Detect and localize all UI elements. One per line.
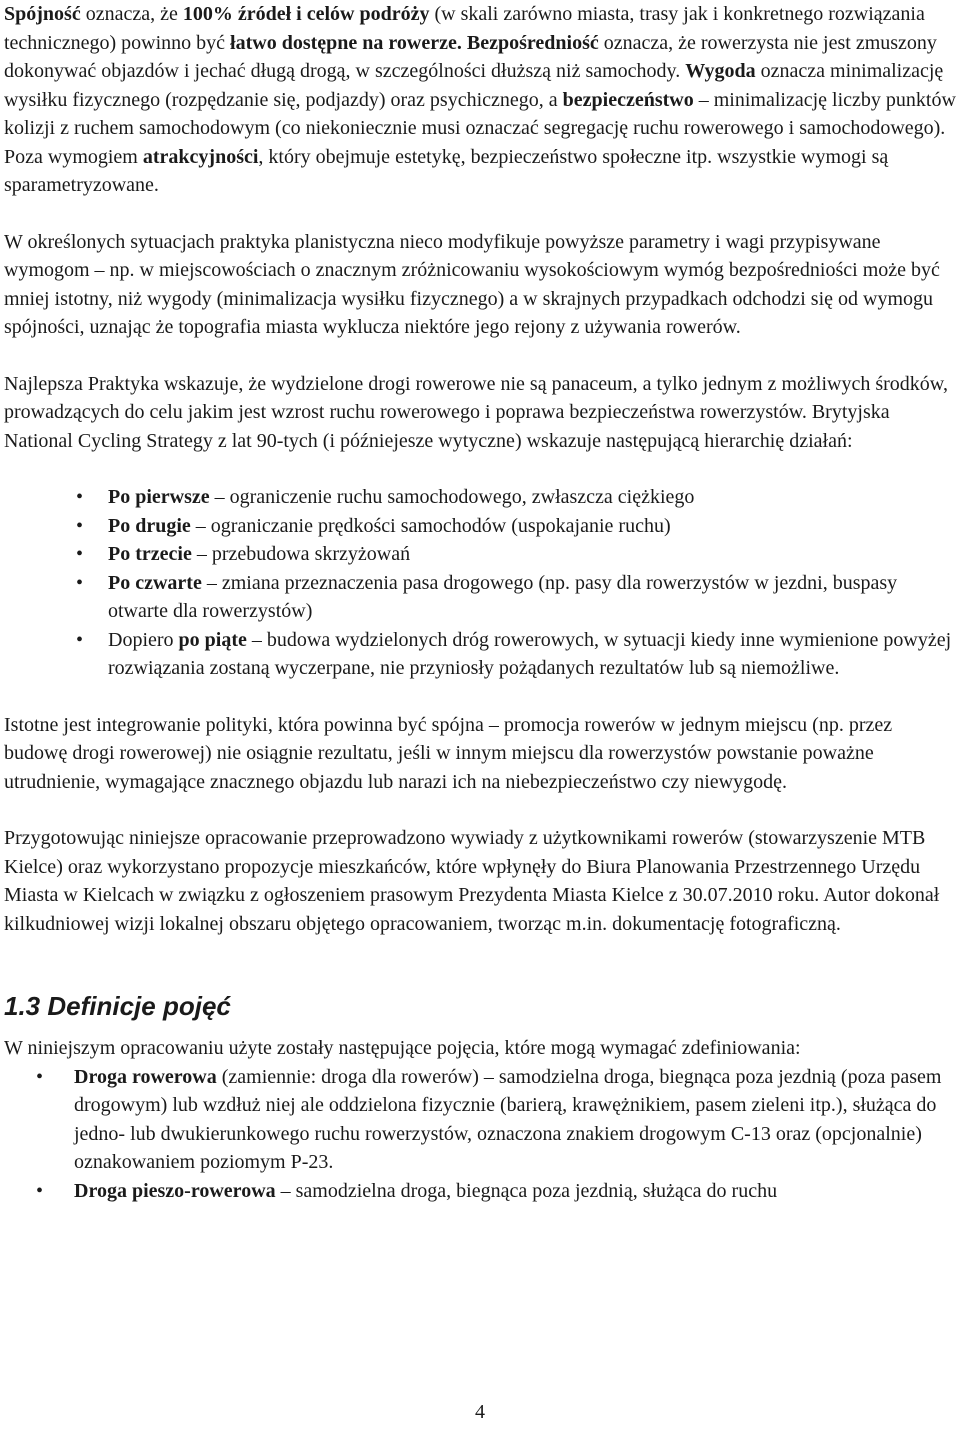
list-item: • Droga pieszo-rowerowa – samodzielna droga, biegnąca poza jezdnią, służąca do ruchu — [4, 1177, 956, 1206]
list-item: • Dopiero po piąte – budowa wydzielonych dróg rowerowych, w sytuacji kiedy inne wymienione powyżej rozwiązania zostaną wyczerpane, nie przyniosły pożądanych rezultatów lub są niemożliwe. — [4, 626, 956, 683]
bullet-icon: • — [36, 1065, 44, 1088]
page-number: 4 — [475, 1401, 485, 1423]
list-item: • Droga rowerowa (zamiennie: droga dla rowerów) – samodzielna droga, biegnąca poza jezdnią (poza pasem drogowym) lub wzdłuż niej ale oddzielona fizycznie (barierą, krawężnikiem, pasem zieleni itp.), służąca do jedno- lub dwukierunkowego ruchu rowerzystów, oznaczona znakiem drogowym C-13 oraz (opcjonalnie) oznakowaniem poziomym P-23. — [4, 1063, 956, 1177]
term-bezpieczenstwo: bezpieczeństwo — [562, 88, 694, 111]
paragraph-principles: Spójność oznacza, że 100% źródeł i celów podróży (w skali zarówno miasta, trasy jak i konkretnego rozwiązania technicznego) powinno być łatwo dostępne na rowerze. Bezpośredniość oznacza, że rowerzysta nie jest zmuszony dokonywać objazdów i jechać długą drogą, w szczególności dłuższą niż samochody. Wygoda oznacza minimalizację wysiłku fizycznego (rozpędzanie się, podjazdy) oraz psychicznego, a bezpieczeństwo – minimalizację liczby punktów kolizji z ruchem samochodowym (co niekoniecznie musi oznaczać segregację ruchu rowerowego i samochodowego). Poza wymogiem atrakcyjności, który obejmuje estetykę, bezpieczeństwo społeczne itp. wszystkie wymogi są sparametryzowane. — [4, 3, 956, 196]
bullet-icon: • — [76, 571, 84, 594]
hierarchy-list — [4, 483, 956, 683]
paragraph-policy-integration: Istotne jest integrowanie polityki, która powinna być spójna – promocja rowerów w jednym miejscu (np. przez budowę drogi rowerowej) nie osiągnie rezultatu, jeśli w innym miejscu dla rowerzystów powstanie poważne utrudnienie, wymagające znacznego objazdu lub narazi ich na niebezpieczeństwo czy niewygodę. — [4, 713, 893, 793]
list-item: • Po drugie – ograniczanie prędkości samochodów (uspokajanie ruchu) — [4, 512, 956, 541]
bullet-icon: • — [76, 514, 84, 537]
term-atrakcyjnosc: atrakcyjności — [142, 145, 259, 168]
term-wygoda: Wygoda — [685, 60, 756, 82]
list-item: • Po czwarte – zmiana przeznaczenia pasa drogowego (np. pasy dla rowerzystów w jezdni, buspasy otwarte dla rowerzystów) — [4, 569, 956, 626]
definition-term: Droga pieszo-rowerowa — [74, 1179, 276, 1202]
paragraph-methodology: Przygotowując niniejsze opracowanie przeprowadzono wywiady z użytkownikami rowerów (stowarzyszenie MTB Kielce) oraz wykorzystano propozycje mieszkańców, które wpłynęły do Biura Planowania Przestrzennego Urzędu Miasta w Kielcach w związku z ogłoszeniem prasowym Prezydenta Miasta Kielce z 30.07.2010 roku. Autor dokonał kilkudniowej wizji lokalnej obszaru objętego opracowaniem, tworząc m.in. dokumentację fotograficzną. — [4, 827, 940, 935]
term-bezposredniosc: Bezpośredniość — [466, 31, 599, 54]
section-title: 1.3 Definicje pojęć — [4, 991, 231, 1021]
bullet-icon: • — [76, 628, 84, 651]
paragraph-definitions-intro: W niniejszym opracowaniu użyte zostały następujące pojęcia, które mogą wymagać zdefiniowania: — [4, 1037, 801, 1059]
bullet-icon: • — [76, 543, 84, 565]
bullet-icon: • — [76, 486, 84, 508]
paragraph-planning-practice: W określonych sytuacjach praktyka planistyczna nieco modyfikuje powyższe parametry i wagi przypisywane wymogom – np. w miejscowościach o znacznym zróżnicowaniu wysokościowym wymóg bezpośredniości może być mniej istotny, niż wygody (minimalizacja wysiłku fizycznego) a w skrajnych przypadkach odchodzi się od wymogu spójności, uznając że topografia miasta wyklucza niektóre jego rejony z używania rowerów. — [4, 230, 940, 338]
list-item: • Po pierwsze – ograniczenie ruchu samochodowego, zwłaszcza ciężkiego — [4, 483, 956, 512]
term-spojnosc: Spójność — [4, 3, 81, 25]
definitions-list — [4, 1063, 956, 1206]
bullet-icon: • — [36, 1179, 44, 1202]
definition-term: Droga rowerowa — [74, 1065, 217, 1088]
list-item: • Po trzecie – przebudowa skrzyżowań — [4, 540, 956, 569]
document-page — [4, 0, 956, 1205]
paragraph-best-practice: Najlepsza Praktyka wskazuje, że wydzielone drogi rowerowe nie są panaceum, a tylko jednym z możliwych środków, prowadzących do celu jakim jest wzrost ruchu rowerowego i poprawa bezpieczeństwa rowerzystów. Brytyjska National Cycling Strategy z lat 90-tych (i późniejesze wytyczne) wskazuje następującą hierarchię działań: — [4, 372, 948, 452]
